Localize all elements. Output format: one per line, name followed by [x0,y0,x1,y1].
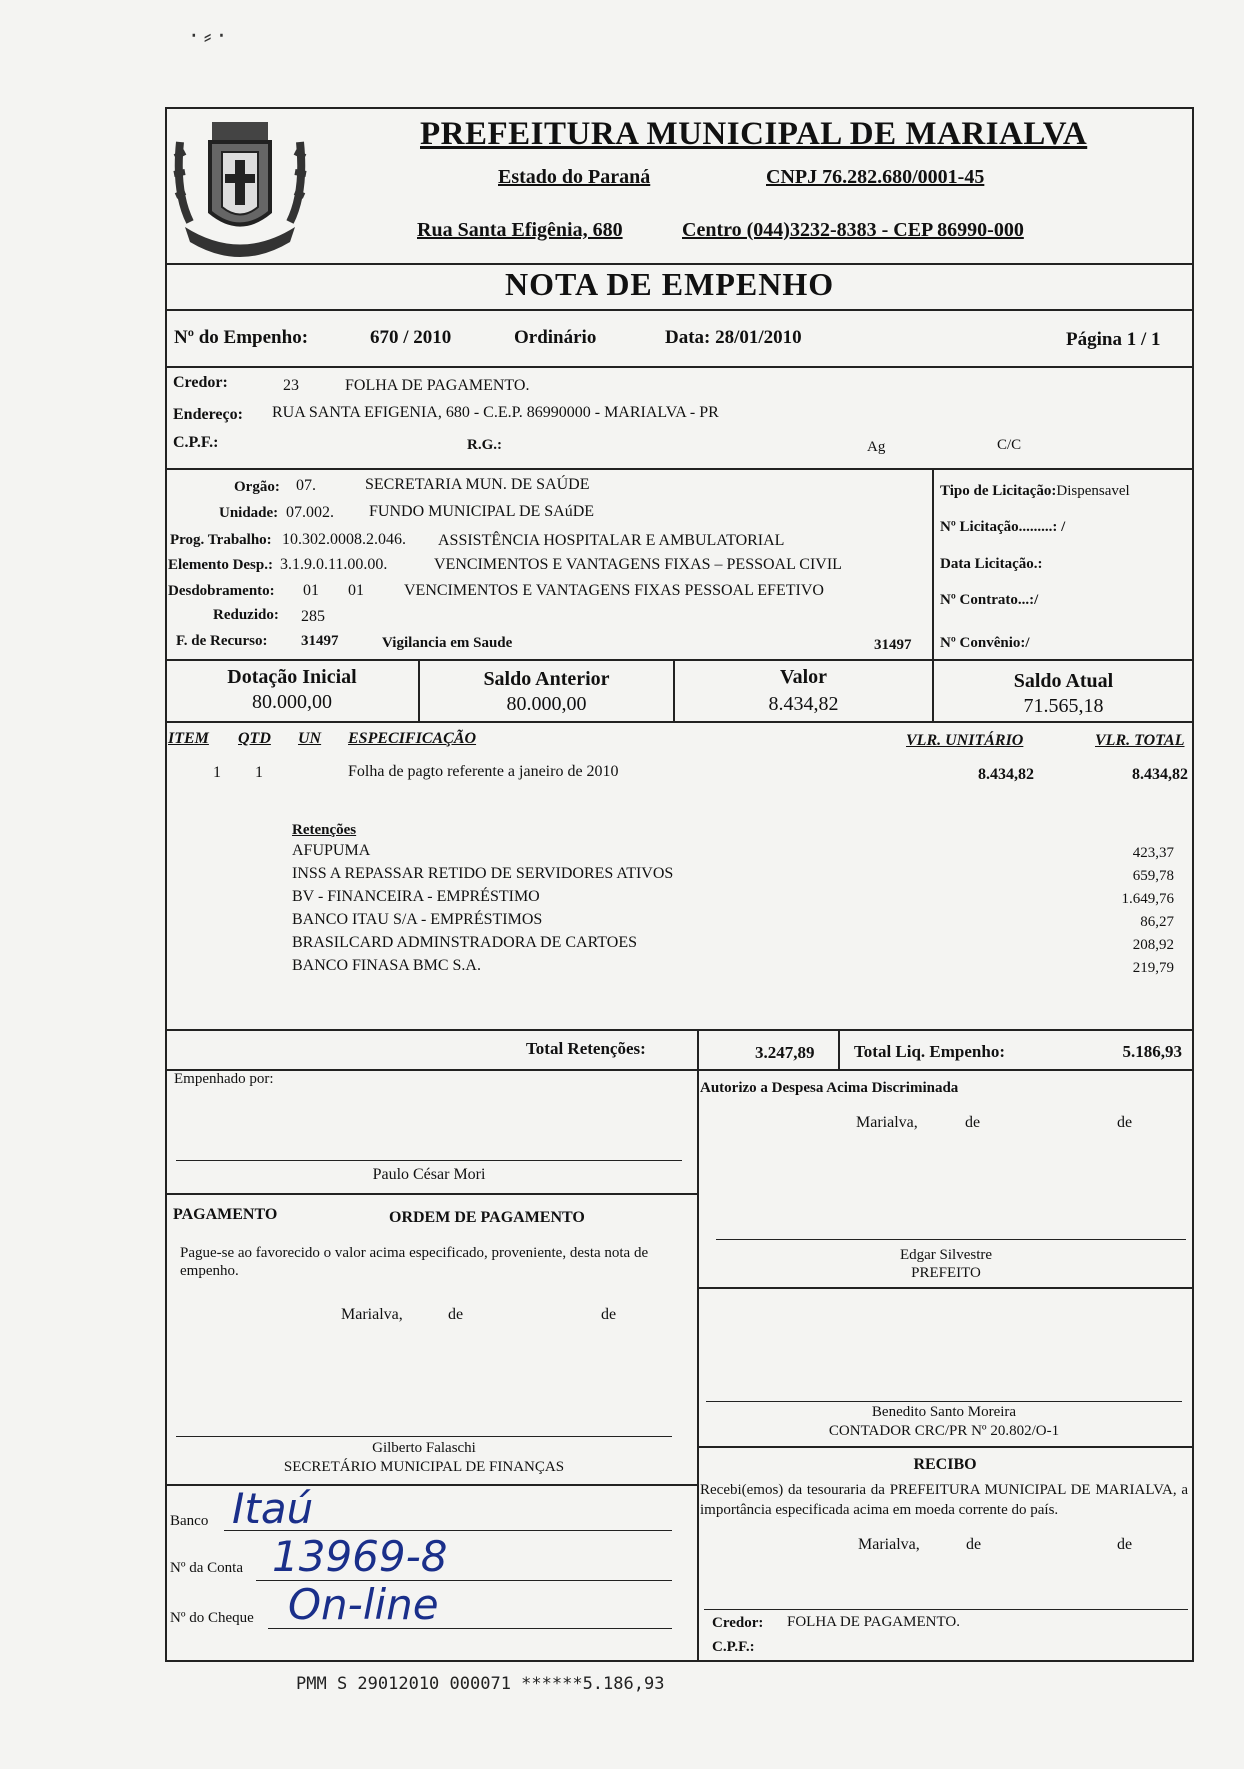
licitacao-num: Nº Licitação.........: / [940,519,1066,535]
autorizo-de2: de [1117,1114,1133,1131]
cnpj-label: CNPJ 76.282.680/0001-45 [766,166,985,188]
valor-value: 8.434,82 [768,693,839,715]
elem-name: VENCIMENTOS E VANTAGENS FIXAS – PESSOAL CIVIL [434,556,842,573]
contact-label: Centro (044)3232-8383 - CEP 86990-000 [682,219,1024,241]
recurso-code: 31497 [301,633,339,649]
desd-name: VENCIMENTOS E VANTAGENS FIXAS PESSOAL EFETIVO [404,582,824,599]
banco-handwritten: Itaú [232,1484,314,1533]
recibo-credor-label: Credor: [712,1615,764,1631]
credor-rg-label: R.G.: [467,437,502,453]
elem-code: 3.1.9.0.11.00.00. [280,556,388,573]
payment-stamp: PMM S 29012010 000071 ******5.186,93 [296,1674,665,1694]
retencao-value: 86,27 [1140,914,1174,930]
licitacao-tipo-label: Tipo de Licitação: [940,483,1057,499]
retencao-value: 423,37 [1132,845,1174,861]
reduzido-value: 285 [301,608,325,625]
saldo-anterior-value: 80.000,00 [506,693,587,715]
dotacao-value: 80.000,00 [252,691,332,713]
elem-label: Elemento Desp.: [168,557,273,573]
empenhado-label: Empenhado por: [174,1071,274,1087]
saldo-atual-value: 71.565,18 [1023,695,1104,717]
autorizo-city: Marialva, [856,1114,918,1131]
saldo-atual-label: Saldo Atual [1013,670,1114,692]
retencao-name: BV - FINANCEIRA - EMPRÉSTIMO [292,888,540,905]
pagamento-label: PAGAMENTO [173,1206,278,1223]
autorizo-de1: de [965,1114,981,1131]
recibo-cpf-label: C.P.F.: [712,1639,755,1655]
empenho-num: 670 / 2010 [370,327,452,348]
item-number: 1 [213,764,221,781]
recibo-text: Recebi(emos) da tesouraria da PREFEITURA MUNICIPAL DE MARIALVA, a importância especificada acima em moeda corrente do país. [700,1482,1188,1518]
retencao-name: AFUPUMA [292,842,371,859]
col-vunit: VLR. UNITÁRIO [906,732,1024,749]
item-vunit: 8.434,82 [978,766,1034,783]
empenho-type: Ordinário [514,327,597,348]
recibo-de1: de [966,1536,982,1553]
empenho-date: Data: 28/01/2010 [665,327,802,348]
licitacao-contrato: Nº Contrato...:/ [940,592,1039,608]
pagamento-de1: de [448,1306,464,1323]
scan-marks: ‧ ⸗ ‧ [190,24,226,50]
retencao-name: INSS A REPASSAR RETIDO DE SERVIDORES ATIVOS [292,865,674,882]
licitacao-tipo [940,483,1130,500]
recurso-code2: 31497 [874,637,912,653]
total-liq-label: Total Liq. Empenho: [854,1042,1005,1061]
empenhado-name: Paulo César Mori [372,1166,486,1183]
recibo-credor: FOLHA DE PAGAMENTO. [787,1614,960,1630]
contador-role: CONTADOR CRC/PR Nº 20.802/O-1 [828,1423,1060,1439]
retencao-value: 219,79 [1132,960,1174,976]
col-espec: ESPECIFICAÇÃO [348,730,477,747]
col-vtotal: VLR. TOTAL [1095,732,1185,749]
credor-code: 23 [283,377,299,394]
saldo-anterior-label: Saldo Anterior [483,668,610,690]
state-label: Estado do Paraná [498,166,651,188]
prog-code: 10.302.0008.2.046. [282,531,406,548]
unidade-code: 07.002. [286,504,334,521]
col-item: ITEM [168,730,209,747]
item-desc: Folha de pagto referente a janeiro de 2010 [348,763,619,780]
reduzido-label: Reduzido: [213,607,279,623]
secretario-name: Gilberto Falaschi [372,1440,476,1456]
retencao-value: 208,92 [1132,937,1174,953]
col-un: UN [298,730,322,747]
orgao-code: 07. [296,477,316,494]
pagamento-city: Marialva, [341,1306,403,1323]
credor-cc-label: C/C [997,437,1022,453]
total-retencoes-value: 3.247,89 [755,1043,815,1062]
prog-name: ASSISTÊNCIA HOSPITALAR E AMBULATORIAL [438,532,785,549]
unidade-label: Unidade: [219,505,279,521]
recibo-de2: de [1117,1536,1133,1553]
credor-address: RUA SANTA EFIGENIA, 680 - C.E.P. 86990000 - MARIALVA - PR [272,404,719,421]
total-liq-value: 5.186,93 [1122,1042,1182,1061]
licitacao-tipo-value: Dispensavel [1056,483,1130,499]
credor-label: Credor: [173,374,228,391]
retencao-name: BANCO FINASA BMC S.A. [292,957,481,974]
desd-code1: 01 [303,582,319,599]
banco-label: Banco [170,1513,209,1529]
page-title: PREFEITURA MUNICIPAL DE MARIALVA [420,116,1088,152]
desd-label: Desdobramento: [168,583,275,599]
licitacao-convenio: Nº Convênio:/ [940,635,1030,651]
retencao-value: 1.649,76 [1121,891,1174,907]
prefeito-name: Edgar Silvestre [899,1247,993,1263]
pagamento-text: Pague-se ao favorecido o valor acima especificado, proveniente, desta nota de empenho. [180,1245,649,1279]
coat-of-arms-logo [170,112,310,262]
pagamento-de2: de [601,1306,617,1323]
empenho-num-label: Nº do Empenho: [174,327,309,348]
credor-name: FOLHA DE PAGAMENTO. [345,377,530,394]
orgao-label: Orgão: [234,479,280,495]
licitacao-data: Data Licitação.: [940,556,1043,572]
item-vtotal: 8.434,82 [1132,766,1188,783]
retencoes-title: Retenções [292,822,357,838]
orgao-name: SECRETARIA MUN. DE SAÚDE [365,476,590,493]
credor-address-label: Endereço: [173,406,243,423]
col-qtd: QTD [238,730,271,747]
secretario-role: SECRETÁRIO MUNICIPAL DE FINANÇAS [283,1459,565,1475]
retencao-name: BANCO ITAU S/A - EMPRÉSTIMOS [292,911,543,928]
credor-ag-label: Ag [867,439,886,455]
retencao-name: BRASILCARD ADMINSTRADORA DE CARTOES [292,934,638,951]
conta-handwritten: 13969-8 [272,1532,448,1581]
ordem-label: ORDEM DE PAGAMENTO [389,1209,585,1226]
total-retencoes-label: Total Retenções: [526,1039,646,1058]
recibo-city: Marialva, [858,1536,920,1553]
doc-title: NOTA DE EMPENHO [505,266,835,302]
conta-label: Nº da Conta [170,1560,243,1576]
recurso-label: F. de Recurso: [176,633,268,649]
desd-code2: 01 [348,582,364,599]
recurso-name: Vigilancia em Saude [382,635,513,651]
page-number: Página 1 / 1 [1066,329,1161,350]
prefeito-role: PREFEITO [911,1265,981,1281]
credor-cpf-label: C.P.F.: [173,434,219,451]
cheque-handwritten: On-line [288,1580,439,1629]
autorizo-label: Autorizo a Despesa Acima Discriminada [700,1080,959,1096]
recibo-title: RECIBO [913,1456,977,1473]
retencao-value: 659,78 [1132,868,1174,884]
cheque-label: Nº do Cheque [170,1610,254,1626]
dotacao-label: Dotação Inicial [227,666,357,688]
item-qty: 1 [255,764,263,781]
contador-name: Benedito Santo Moreira [871,1404,1017,1420]
address-label: Rua Santa Efigênia, 680 [417,219,623,241]
unidade-name: FUNDO MUNICIPAL DE SAúDE [369,503,595,520]
prog-label: Prog. Trabalho: [170,532,272,548]
valor-label: Valor [779,666,828,688]
